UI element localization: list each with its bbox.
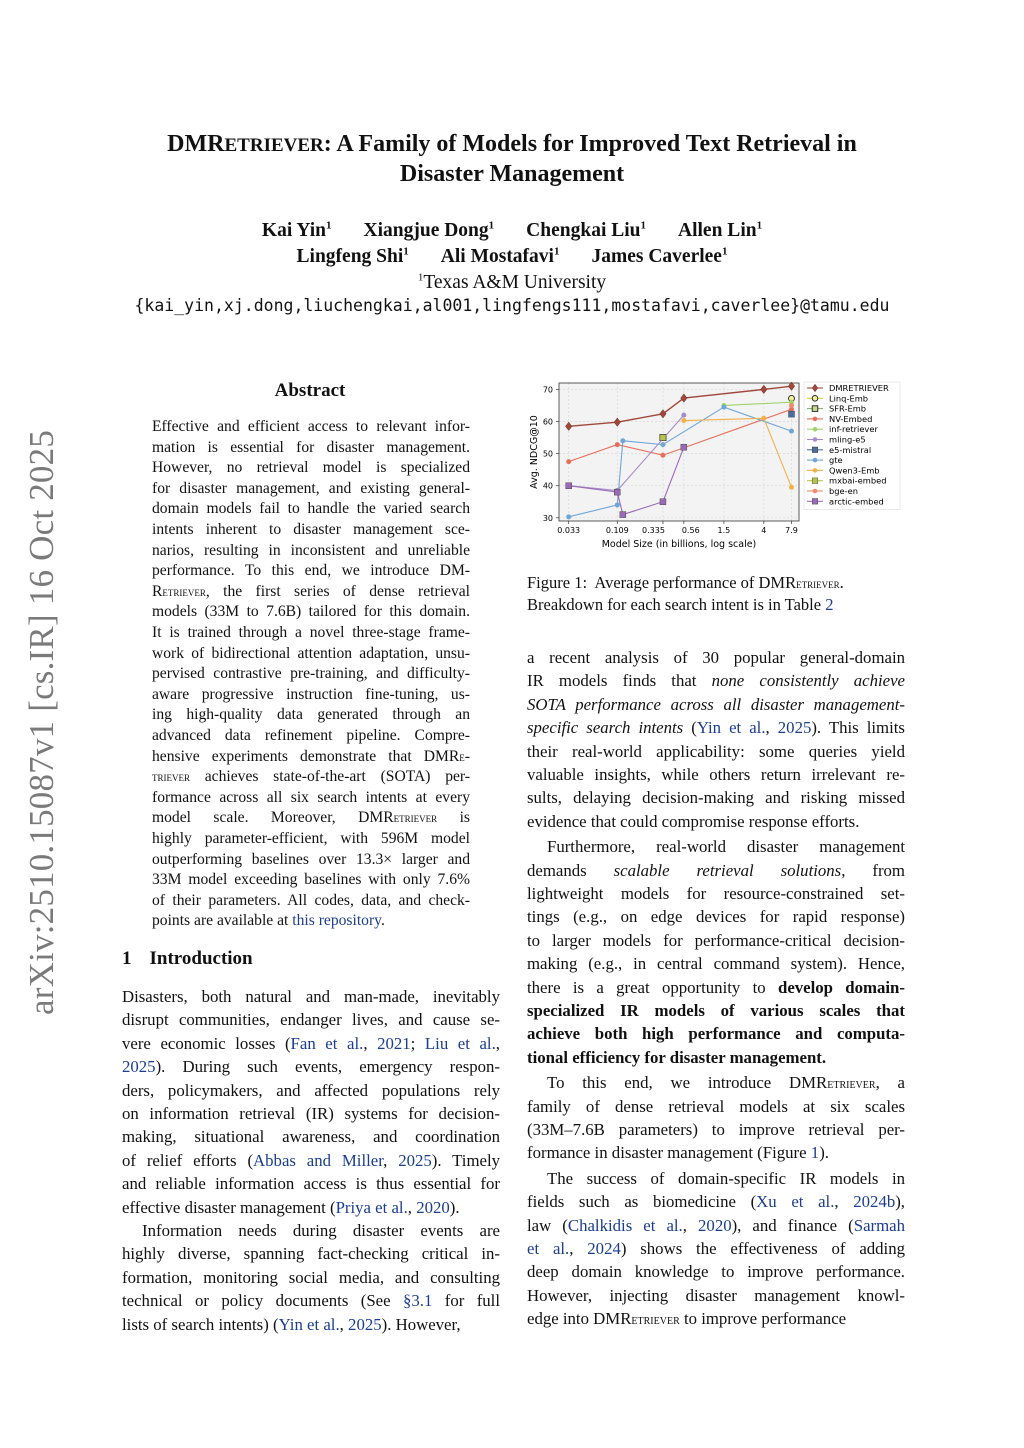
right-body-line: achieve both high performance and computa- xyxy=(527,1024,905,1044)
left-body-line: technical or policy documents (See §3.1 for full xyxy=(122,1291,500,1311)
chart-point xyxy=(614,489,620,495)
chart-point xyxy=(721,405,726,410)
section-heading-introduction: 1 Introduction xyxy=(122,948,253,969)
author: Lingfeng Shi$^1$ xyxy=(296,245,409,267)
author: James Caverlee$^1$ xyxy=(591,245,728,267)
chart-legend-label: mxbai-embed xyxy=(829,475,887,486)
affiliation: $^1$Texas A&M University xyxy=(417,271,607,293)
abstract-line: models (33M to 7.6B) tailored for this domain. xyxy=(152,603,470,621)
chart-point xyxy=(660,442,665,447)
abstract-line: It is trained through a novel three-stage frame- xyxy=(152,624,470,641)
author: Chengkai Liu$^1$ xyxy=(526,219,647,241)
chart-series-e5-mistral xyxy=(788,411,794,417)
left-body-line: making, situational awareness, and coordination xyxy=(122,1127,500,1147)
right-body-line: fields such as biomedicine (Xu et al., 2024b), xyxy=(527,1192,906,1212)
chart-legend-label: arctic-embed xyxy=(829,496,884,507)
chart-point xyxy=(812,396,818,402)
chart-y-tick-label: 40 xyxy=(542,481,553,491)
right-body-line: deep domain knowledge to improve performance. xyxy=(527,1262,905,1282)
abstract-line: outperforming baselines over 13.3× larger and xyxy=(152,850,470,868)
abstract-line: work of bidirectional attention adaptation, unsu- xyxy=(152,644,470,662)
chart-series-bge-en xyxy=(789,403,794,408)
right-body-line: Furthermore, real-world disaster management xyxy=(547,837,905,857)
chart-legend-label: SFR-Emb xyxy=(829,403,867,414)
left-body-line: and reliable information access is thus essential for xyxy=(122,1174,500,1194)
right-body-line: et al., 2024) shows the effectiveness of adding xyxy=(527,1239,905,1258)
chart-point xyxy=(660,435,666,441)
left-body-line: lists of search intents) (Yin et al., 2025). However, xyxy=(122,1314,461,1334)
left-body-line: disrupt communities, endanger lives, and cause se- xyxy=(122,1010,500,1030)
right-body-line: SOTA performance across all disaster management- xyxy=(527,694,905,714)
paper-title xyxy=(110,130,914,189)
title-model-name: DMRETRIEVER xyxy=(167,131,324,157)
abstract-line: formance across all six search intents at every xyxy=(152,788,470,806)
chart-x-axis-label: Model Size (in billions, log scale) xyxy=(601,539,757,550)
right-body-line: tional efficiency for disaster management. xyxy=(527,1047,827,1067)
author: Xiangjue Dong$^1$ xyxy=(363,219,495,241)
abstract-line: aware progressive instruction fine-tuning, us- xyxy=(152,685,470,703)
chart-point xyxy=(681,444,687,450)
abstract-line: Retriever, the first series of dense retrieval xyxy=(152,582,470,600)
chart-x-tick-label: 1.5 xyxy=(717,526,731,535)
chart-legend-label: NV-Embed xyxy=(829,413,873,424)
chart-legend-label: e5-mistral xyxy=(829,444,872,455)
chart-point xyxy=(761,416,766,421)
chart-x-tick-label: 0.56 xyxy=(681,526,700,535)
chart-legend-label: Linq-Emb xyxy=(829,393,869,404)
chart-x-tick-label: 0.109 xyxy=(605,526,629,535)
right-body-line: making (e.g., in central command system). Hence, xyxy=(527,954,905,974)
chart-x-tick-label: 7.9 xyxy=(785,526,798,535)
chart-point xyxy=(566,483,572,489)
chart-point xyxy=(620,512,626,518)
left-body-line: effective disaster management (Priya et al., 2020). xyxy=(122,1197,460,1217)
right-body-line: law (Chalkidis et al., 2020), and finance (Sarmah xyxy=(527,1215,906,1235)
abstract-line: of their parameters. All codes, data, and check- xyxy=(152,891,470,909)
abstract-line: However, no retrieval model is specialized xyxy=(152,459,470,477)
abstract-line: intents inherent to disaster management sce- xyxy=(152,521,470,538)
chart-point xyxy=(789,403,794,408)
right-body-line: evidence that could compromise response efforts. xyxy=(527,811,860,831)
chart-legend-label: bge-en xyxy=(829,486,858,496)
chart-series-mxbai-embed xyxy=(660,435,666,441)
chart-x-tick-label: 0.335 xyxy=(642,526,665,535)
left-body-line: Information needs during disaster events are xyxy=(142,1221,500,1240)
right-body-line: tings (e.g., on edge devices for rapid response) xyxy=(527,907,905,927)
abstract-line: 33M model exceeding baselines with only 7.6% xyxy=(152,871,470,889)
chart-point xyxy=(812,478,818,484)
chart-point xyxy=(812,406,818,412)
chart-y-axis-label: Avg. NDCG@10 xyxy=(529,415,540,489)
right-body-line: IR models finds that none consistently achieve xyxy=(527,671,906,691)
chart-point xyxy=(615,502,620,507)
right-body-line: formance in disaster management (Figure 1). xyxy=(527,1143,829,1163)
left-body-line: ders, policymakers, and affected populations rely xyxy=(122,1080,500,1100)
chart-point xyxy=(813,458,818,463)
figure-1-caption xyxy=(527,572,905,615)
chart-legend xyxy=(804,382,900,510)
right-body-line: their real-world applicability: some queries yield xyxy=(527,741,905,761)
abstract-line: points are available at this repository. xyxy=(152,912,385,930)
right-body-line: demands scalable retrieval solutions, from xyxy=(527,860,905,880)
chart-point xyxy=(813,489,818,494)
chart-point xyxy=(789,429,794,434)
chart-point xyxy=(788,411,794,417)
right-body-line: The success of domain-specific IR models in xyxy=(547,1168,905,1188)
right-body-line: specialized IR models of various scales that xyxy=(527,1001,905,1020)
abstract-line: ing high-quality data generated through an xyxy=(152,706,470,724)
chart-legend-label: inf-retriever xyxy=(829,424,878,435)
right-body-line: to larger models for performance-critical decision- xyxy=(527,930,905,950)
arxiv-identifier: arXiv:2510.15087v1 [cs.IR] 16 Oct 2025 xyxy=(22,429,61,1015)
author-row-2 xyxy=(110,246,914,268)
caption-line-2: Breakdown for each search intent is in Table 2 xyxy=(527,595,834,614)
left-body-line: highly diverse, spanning fact-checking critical in- xyxy=(122,1244,500,1264)
left-body-line: of relief efforts (Abbas and Miller, 2025). Timely xyxy=(122,1150,500,1170)
chart-point xyxy=(681,418,686,423)
title-line-1: DMRETRIEVER: A Family of Models for Improved Text Retrieval in xyxy=(167,131,857,157)
chart-point xyxy=(620,438,625,443)
author-row-1 xyxy=(110,220,914,242)
right-body-line: lightweight models for resource-constrained set- xyxy=(527,884,905,903)
caption-line-1: Figure 1: Average performance of DMRetriever. xyxy=(527,573,844,592)
right-body-line: family of dense retrieval models at six scales xyxy=(527,1096,905,1116)
chart-point xyxy=(789,485,794,490)
chart-point xyxy=(566,514,571,519)
chart-point xyxy=(812,499,818,505)
chart-point xyxy=(681,413,686,418)
abstract-line: domain models fail to handle the varied search xyxy=(152,500,470,518)
chart-y-tick-label: 30 xyxy=(542,513,553,523)
chart-point xyxy=(813,437,818,442)
table-2-link[interactable]: 2 xyxy=(825,595,834,614)
abstract-line: pervised contrastive pre-training, and difficulty- xyxy=(152,665,470,683)
chart-point xyxy=(615,442,620,447)
abstract-line: hensive experiments demonstrate that DMRe- xyxy=(152,747,470,765)
chart-point xyxy=(660,453,665,458)
chart-legend-label: DMRETRIEVER xyxy=(829,383,889,393)
abstract-line: narios, resulting in inconsistent and unreliable xyxy=(152,541,470,559)
chart-x-tick-label: 0.033 xyxy=(557,526,581,535)
abstract-line: model scale. Moreover, DMRetriever is xyxy=(152,809,470,827)
right-body-line: To this end, we introduce DMRetriever, a xyxy=(547,1073,905,1093)
author: Allen Lin$^1$ xyxy=(678,219,763,241)
chart-y-tick-label: 70 xyxy=(542,385,553,395)
author-emails: {kai_yin,xj.dong,liuchengkai,al001,lingfengs111,mostafavi,caverlee}@tamu.edu xyxy=(134,296,890,315)
chart-legend-label: mling-e5 xyxy=(829,434,866,445)
right-body-line: specific search intents (Yin et al., 2025). This limits xyxy=(527,718,905,738)
left-body-line: vere economic losses (Fan et al., 2021; Liu et al., xyxy=(122,1033,500,1053)
abstract-line: triever achieves state-of-the-art (SOTA) per- xyxy=(152,768,470,786)
chart-point xyxy=(812,447,818,453)
left-body-line: on information retrieval (IR) systems for decision- xyxy=(122,1104,500,1123)
abstract-heading: Abstract xyxy=(274,380,346,401)
right-body-line: However, injecting disaster management knowl- xyxy=(527,1285,905,1305)
chart-point xyxy=(660,499,666,505)
title-line-2: Disaster Management xyxy=(399,161,625,187)
left-body-line: 2025). During such events, emergency respon- xyxy=(122,1057,500,1077)
author: Ali Mostafavi$^1$ xyxy=(440,245,560,267)
chart-legend-label: Qwen3-Emb xyxy=(829,465,880,476)
abstract-line: highly parameter-efficient, with 596M model xyxy=(152,830,470,847)
author: Kai Yin$^1$ xyxy=(261,219,332,241)
right-body-line: there is a great opportunity to develop domain- xyxy=(527,977,905,997)
chart-y-tick-label: 60 xyxy=(542,417,553,427)
chart-x-tick-label: 4 xyxy=(761,526,767,535)
right-body-line: sults, delaying decision-making and risking missed xyxy=(527,788,905,808)
chart-point xyxy=(566,459,571,464)
abstract-line: performance. To this end, we introduce DM- xyxy=(152,562,470,580)
chart-y-tick-label: 50 xyxy=(542,449,553,459)
chart-point xyxy=(813,468,818,473)
left-body-line: formation, monitoring social media, and consulting xyxy=(122,1267,500,1287)
abstract-line: for disaster management, and existing general- xyxy=(152,479,470,497)
figure-1-chart xyxy=(525,378,915,558)
chart-legend-label: gte xyxy=(829,455,843,466)
chart-point xyxy=(813,417,818,422)
abstract-line: Effective and efficient access to relevant infor- xyxy=(152,418,470,435)
abstract-line: mation is essential for disaster management. xyxy=(152,438,470,456)
right-body-line: valuable insights, while others return irrelevant re- xyxy=(527,765,905,784)
right-body-line: a recent analysis of 30 popular general-domain xyxy=(527,648,905,667)
right-body-line: edge into DMRetriever to improve performance xyxy=(527,1309,847,1329)
chart-point xyxy=(813,427,818,432)
right-body-line: (33M–7.6B parameters) to improve retrieval per- xyxy=(527,1120,905,1139)
abstract-line: advanced data refinement pipeline. Compre- xyxy=(152,727,470,744)
left-body-line: Disasters, both natural and man-made, inevitably xyxy=(122,987,500,1006)
